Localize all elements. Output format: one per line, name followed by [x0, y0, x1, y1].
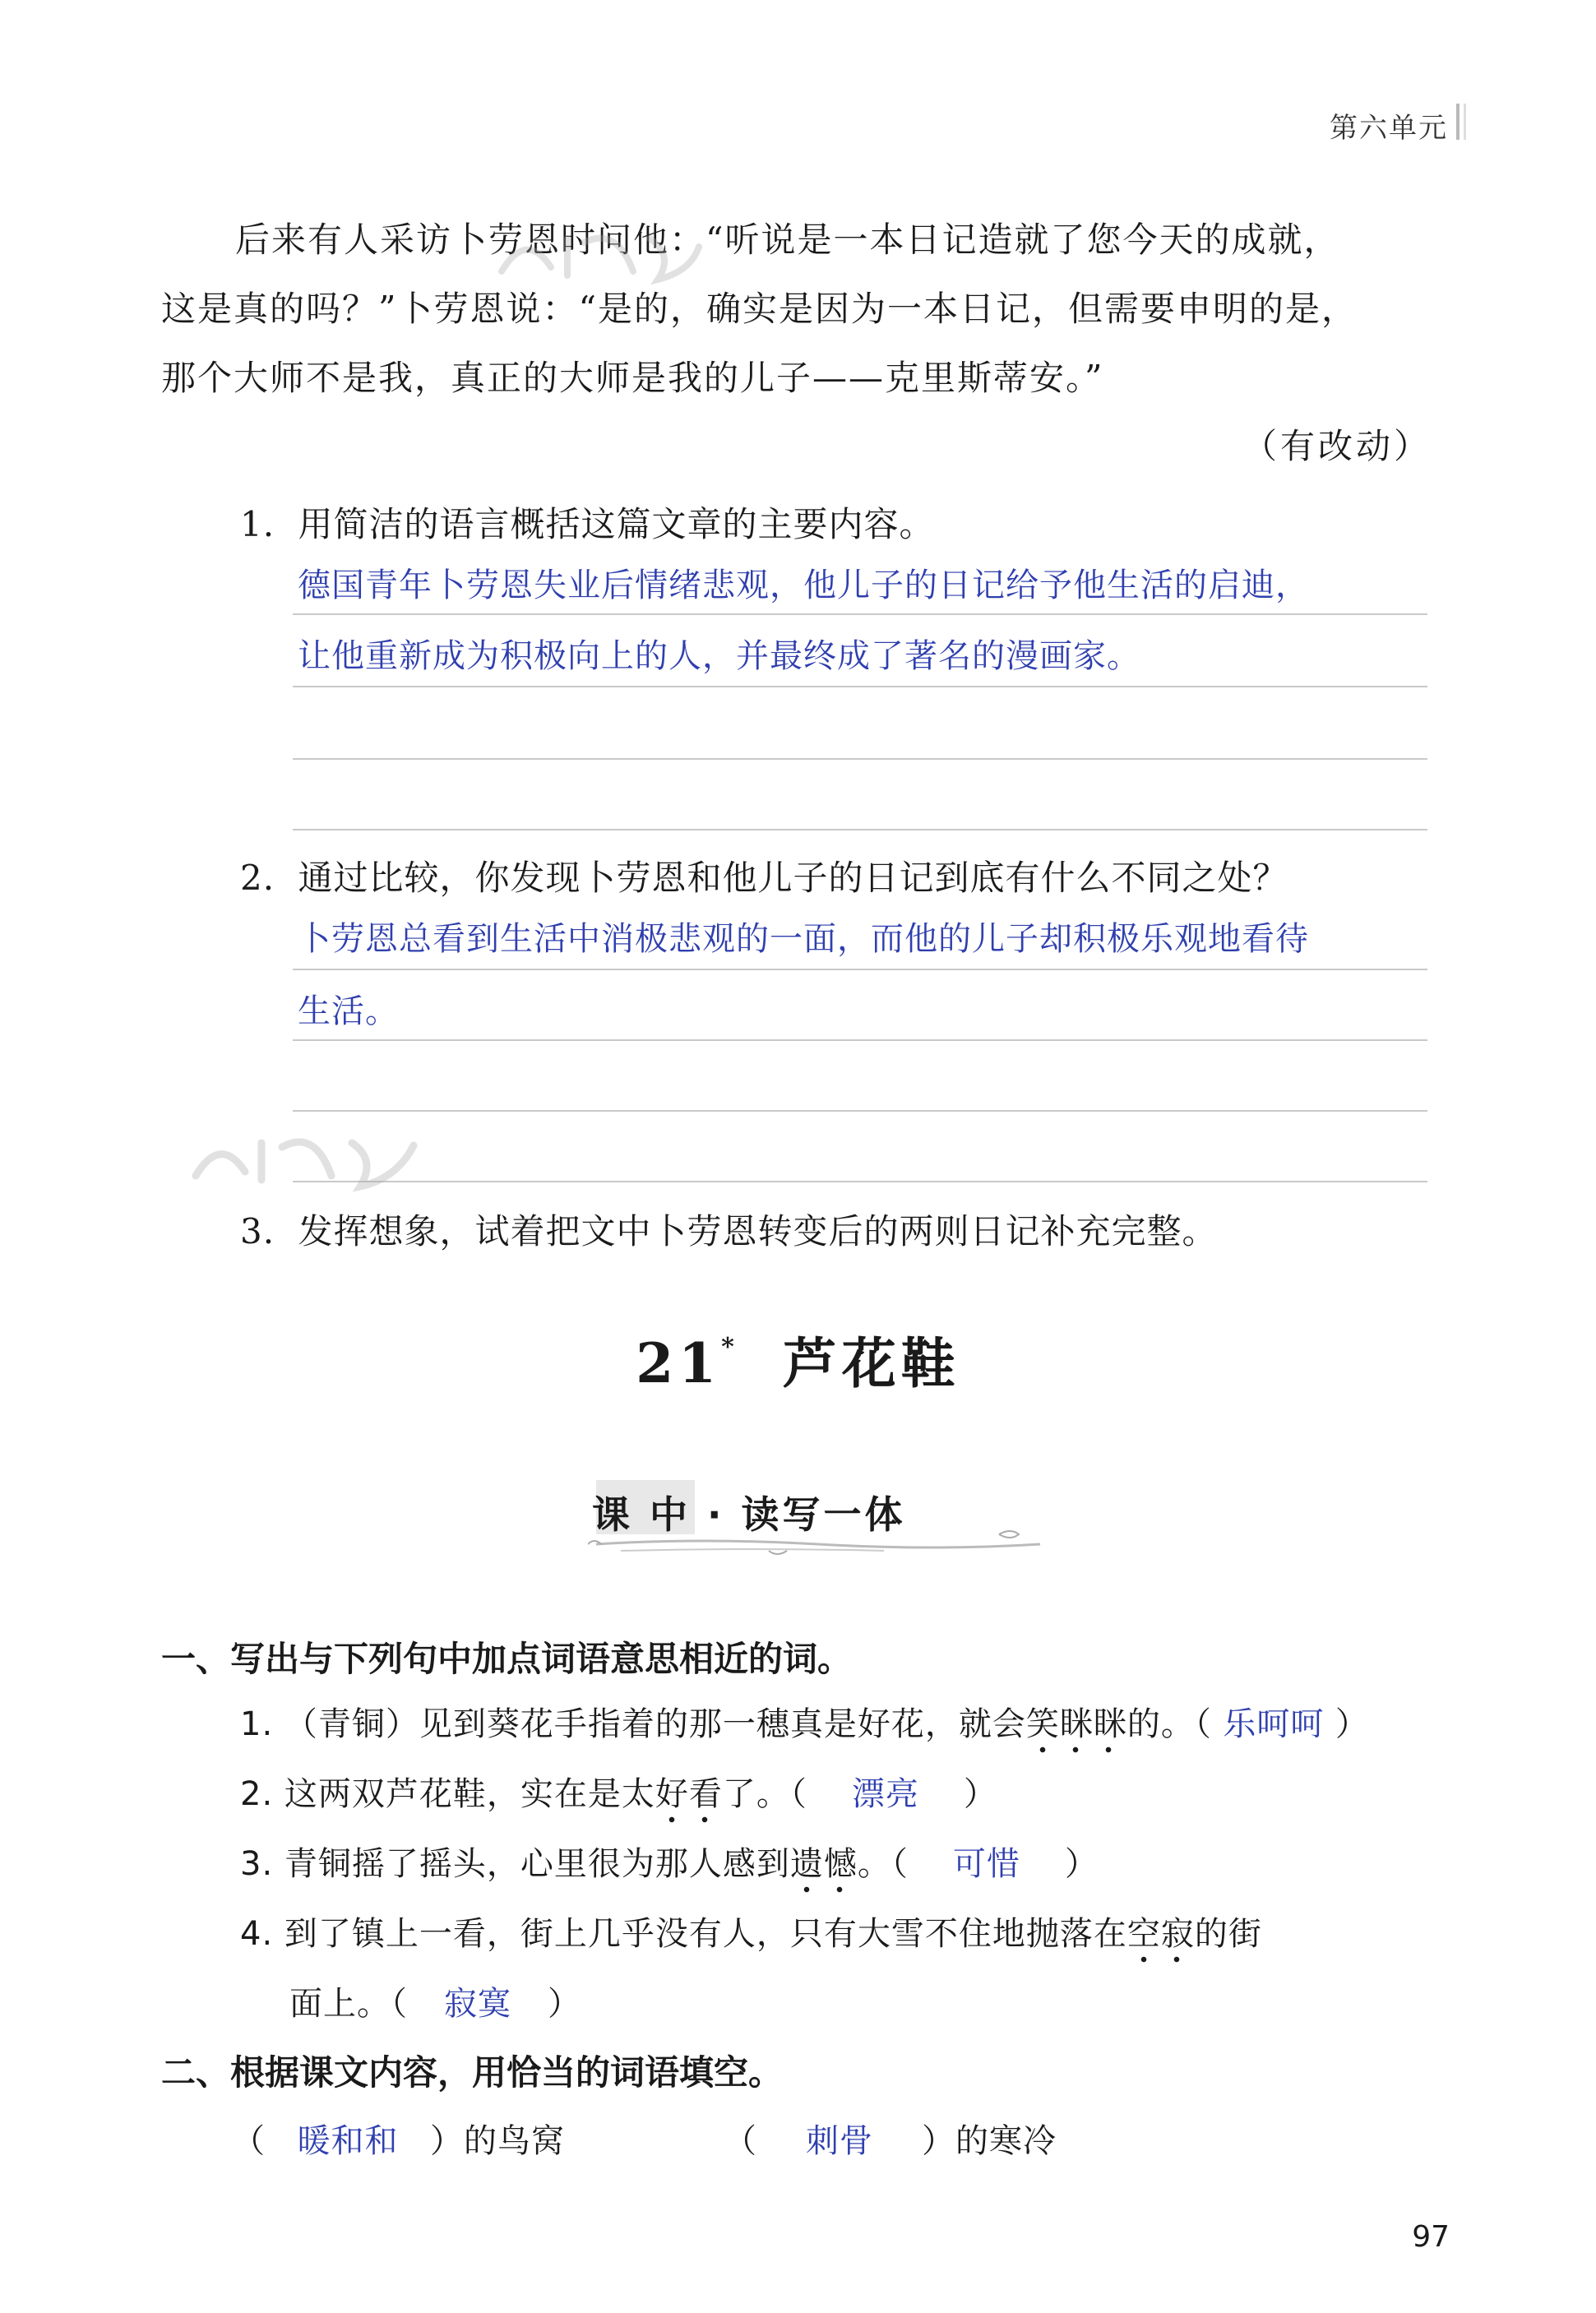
item-text: ）: [1064, 1845, 1099, 1883]
question-text: 用简洁的语言概括这篇文章的主要内容。: [298, 504, 935, 544]
item-number: 3.: [240, 1845, 274, 1883]
item-text: 的。（: [1126, 1705, 1212, 1743]
item-text: 到了镇上一看，街上几乎没有人，只有大雪不住地抛落在: [284, 1915, 1127, 1953]
question-2: [240, 851, 1288, 900]
answer-blank[interactable]: 刺骨: [806, 2122, 873, 2160]
lesson-title: [0, 1320, 1596, 1398]
answer-rule: [293, 758, 1427, 760]
answer-rule: [293, 1181, 1427, 1182]
question-3: [240, 1205, 1217, 1254]
answer-line[interactable]: 德国青年卜劳恩失业后情绪悲观，他儿子的日记给予他生活的启迪，: [298, 567, 1309, 604]
dotted-word: 好看: [655, 1775, 723, 1813]
item-text: 这两双芦花鞋，实在是太: [284, 1775, 655, 1813]
answer-rule: [293, 1039, 1427, 1041]
section-1-heading: 一、写出与下列句中加点词语意思相近的词。: [161, 1639, 853, 1679]
dotted-word: 笑眯眯: [1025, 1705, 1127, 1743]
answer-line[interactable]: 生活。: [298, 992, 399, 1030]
item-text: ）: [548, 1985, 581, 2023]
passage-line: 后来有人采访卜劳恩时问他：“听说是一本日记造就了您今天的成就，: [235, 220, 1340, 260]
exercise-1-4-cont: [289, 1978, 581, 2024]
dotted-word: 空寂: [1126, 1915, 1195, 1953]
answer-rule: [293, 829, 1427, 830]
watermark-logo: [187, 1122, 426, 1196]
item-number: 1.: [240, 1705, 274, 1743]
question-number: 2.: [240, 858, 275, 898]
question-text: 发挥想象，试着把文中卜劳恩转变后的两则日记补充完整。: [298, 1211, 1218, 1251]
section-2-heading: 二、根据课文内容，用恰当的词语填空。: [161, 2052, 784, 2093]
question-number: 3.: [240, 1211, 275, 1251]
answer-rule: [293, 969, 1427, 970]
answer-line[interactable]: 卜劳恩总看到生活中消极悲观的一面，而他的儿子却积极乐观地看待: [298, 920, 1309, 958]
exercise-1-4: [240, 1908, 1262, 1954]
question-1: [240, 497, 934, 547]
passage-line: 这是真的吗？”卜劳恩说：“是的，确实是因为一本日记，但需要申明的是，: [161, 289, 1358, 329]
item-text: ）的鸟窝: [430, 2122, 565, 2160]
banner-title: 课 中 · 读写一体: [592, 1492, 906, 1537]
fill-blank-2: [724, 2115, 1057, 2162]
watermark-logo: [493, 222, 707, 288]
question-number: 1.: [240, 504, 275, 544]
question-text: 通过比较，你发现卜劳恩和他儿子的日记到底有什么不同之处？: [298, 858, 1288, 898]
source-note: （有改动）: [1242, 426, 1432, 466]
lesson-star: *: [721, 1333, 734, 1362]
item-text: 了。（: [722, 1775, 807, 1813]
item-text: （: [724, 2122, 757, 2160]
fill-blank-1: [232, 2115, 565, 2162]
exercise-1-3: [240, 1838, 1099, 1885]
lesson-name: 芦花鞋: [782, 1331, 960, 1395]
item-text: （: [232, 2122, 266, 2160]
answer-rule: [293, 686, 1427, 687]
item-text: ）: [963, 1775, 997, 1813]
answer-rule: [293, 613, 1427, 615]
exercise-1-1: [240, 1698, 1369, 1745]
item-number: 2.: [240, 1775, 274, 1813]
item-text: （青铜）见到葵花手指着的那一穗真是好花，就会: [284, 1705, 1026, 1743]
answer-blank[interactable]: 暖和和: [297, 2122, 399, 2160]
unit-label: 第六单元: [1330, 112, 1448, 145]
lesson-number: 21: [636, 1331, 722, 1395]
dotted-word: 遗憾: [789, 1845, 858, 1883]
item-text: ）: [1335, 1705, 1369, 1743]
answer-blank[interactable]: 乐呵呵: [1223, 1705, 1325, 1743]
item-text: 的街: [1194, 1915, 1262, 1953]
passage: [161, 206, 1444, 413]
answer-blank[interactable]: 漂亮: [851, 1775, 919, 1813]
exercise-1-2: [240, 1768, 997, 1815]
passage-line: 那个大师不是我，真正的大师是我的儿子——克里斯蒂安。”: [161, 358, 1104, 398]
item-text: 。（: [857, 1845, 909, 1883]
answer-blank[interactable]: 可惜: [952, 1845, 1020, 1883]
answer-rule: [293, 1110, 1427, 1112]
unit-divider: [1456, 104, 1460, 140]
answer-line[interactable]: 让他重新成为积极向上的人，并最终成了著名的漫画家。: [298, 637, 1140, 675]
item-text: ）的寒冷: [922, 2122, 1057, 2160]
item-text: 青铜摇了摇头，心里很为那人感到: [284, 1845, 790, 1883]
unit-divider-light: [1464, 104, 1466, 140]
item-text: 面上。（: [289, 1985, 408, 2023]
page-number: 97: [1412, 2220, 1450, 2254]
item-number: 4.: [240, 1915, 274, 1953]
answer-blank[interactable]: 寂寞: [444, 1985, 511, 2023]
